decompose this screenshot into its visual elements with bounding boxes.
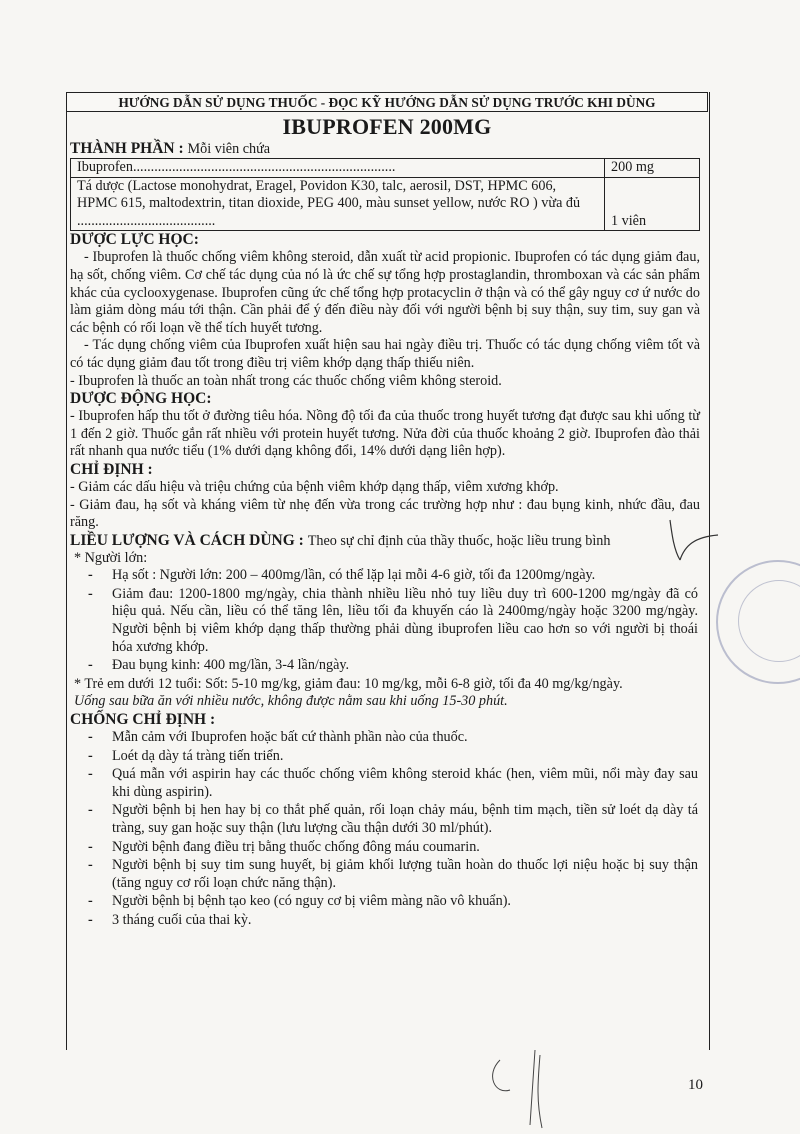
dosage-adult-label: * Người lớn: [74,549,148,566]
contraindications-heading: CHỐNG CHỈ ĐỊNH : [70,711,216,729]
dosage-heading-label: LIỀU LƯỢNG VÀ CÁCH DÙNG : [70,531,304,549]
list-item: - Người bệnh bị hen hay bị co thắt phế quản, rối loạn chảy máu, bệnh tim mạch, tiền sử loét dạ dày tá tràng, suy gan hoặc suy thận (lưu lượng cầu thận dưới 30 ml/phút). [66,802,698,837]
dosage-adult-list [66,567,708,675]
composition-item: Tá dược (Lactose monohydrat, Eragel, Povidon K30, talc, aerosil, DST, HPMC 606, HPMC 615, maltodextrin, titan dioxide, PEG 400, màu sunset yellow, nước RO ) vừa đủ ....................................... [71,177,605,231]
list-item: - Đau bụng kinh: 400 mg/lần, 3-4 lần/ngày. [66,657,698,675]
list-item: - Người bệnh bị bệnh tạo keo (có nguy cơ bị viêm màng não vô khuẩn). [66,893,698,911]
document-header: HƯỚNG DẪN SỬ DỤNG THUỐC - ĐỌC KỸ HƯỚNG DẪN SỬ DỤNG TRƯỚC KHI DÙNG [66,92,708,112]
dosage-child: * Trẻ em dưới 12 tuổi: Sốt: 5-10 mg/kg, giảm đau: 10 mg/kg, mỗi 6-8 giờ, tối đa 40 mg/kg/ngày. [74,675,623,692]
composition-item: Ibuprofen.......................................................................... [71,159,605,178]
handwritten-signature-mark [480,1040,590,1130]
composition-qty: 1 viên [605,177,700,231]
dosage-heading-note: Theo sự chỉ định của thầy thuốc, hoặc liều trung bình [307,532,611,549]
composition-heading [66,140,708,158]
indications-paragraph: - Giảm đau, hạ sốt và kháng viêm từ nhẹ đến vừa trong các trường hợp như : đau bụng kinh, nhức đầu, đau răng. [70,496,700,531]
list-item: - Người bệnh đang điều trị bằng thuốc chống đông máu coumarin. [66,839,698,857]
pharmacodynamics-paragraph: - Ibuprofen là thuốc an toàn nhất trong các thuốc chống viêm không steroid. [70,372,502,389]
list-item: - Người bệnh bị suy tim sung huyết, bị giảm khối lượng tuần hoàn do thuốc lợi niệu hoặc bị suy thận (tăng nguy cơ rối loạn chức năng thận). [66,857,698,892]
pharmacokinetics-paragraph: - Ibuprofen hấp thu tốt ở đường tiêu hóa. Nồng độ tối đa của thuốc trong huyết tương đạt được sau khi uống từ 1 đến 2 giờ. Thuốc gắn rất nhiều với protein huyết tương. Nửa đời của thuốc khoảng 2 giờ. Ibuprofen đào thải rất nhanh qua nước tiểu (1% dưới dạng không đổi, 14% dưới dạng liên hợp). [70,408,700,460]
handwritten-check-mark [650,515,720,575]
pharmacodynamics-heading: DƯỢC LỰC HỌC: [70,231,199,249]
list-item: - Giảm đau: 1200-1800 mg/ngày, chia thành nhiều liều nhỏ tuy liều duy trì 600-1200 mg/ngày đã có hiệu quả. Nếu cần, liều có thể tăng lên, liều tối đa khuyến cáo là 2400mg/ngày hoặc 3200 mg/ngày. Người bệnh bị viêm khớp dạng thấp thường phải dùng ibuprofen liều cao hơn so với người bị thoái hóa xương khớp. [66,586,698,656]
list-item: - Hạ sốt : Người lớn: 200 – 400mg/lần, có thể lặp lại mỗi 4-6 giờ, tối đa 1200mg/ngày. [66,567,698,585]
list-item: - 3 tháng cuối của thai kỳ. [66,912,698,930]
contraindications-list [66,729,708,930]
page-number: 10 [688,1077,703,1093]
list-item: - Loét dạ dày tá tràng tiến triển. [66,748,698,766]
pharmacokinetics-heading: DƯỢC ĐỘNG HỌC: [70,390,212,408]
dosage-heading [66,532,708,550]
dosage-note: Uống sau bữa ăn với nhiều nước, không được nằm sau khi uống 15-30 phút. [74,693,508,710]
pharmacodynamics-paragraph: - Ibuprofen là thuốc chống viêm không steroid, dẫn xuất từ acid propionic. Ibuprofen có tác dụng giảm đau, hạ sốt, chống viêm. Cơ chế tác dụng của nó là ức chế sự tổng hợp prostaglandin, thromboxan và các sản phẩm khác của cyclooxygenase. Ibuprofen cũng ức chế tổng hợp protacyclin ở thận và có thể gây nguy cơ ứ nước do làm giảm dòng máu tới thận. Cần phải để ý đến điều này đối với người bệnh bị suy thận, suy tim, suy gan và các bệnh có rối loạn về thể tích huyết tương. [70,249,700,336]
list-item: - Quá mẫn với aspirin hay các thuốc chống viêm không steroid khác (hen, viêm mũi, nổi mày đay sau khi dùng aspirin). [66,766,698,801]
composition-table [70,158,700,231]
list-item: - Mẫn cảm với Ibuprofen hoặc bất cứ thành phần nào của thuốc. [66,729,698,747]
composition-heading-label: THÀNH PHẦN : [70,140,184,157]
table-row [71,159,700,178]
drug-title: IBUPROFEN 200MG [282,114,492,139]
composition-heading-note: Mỗi viên chứa [187,141,271,157]
indications-heading: CHỈ ĐỊNH : [70,460,153,478]
indications-paragraph: - Giảm các dấu hiệu và triệu chứng của bệnh viêm khớp dạng thấp, viêm xương khớp. [70,478,559,495]
composition-qty: 200 mg [605,159,700,178]
document-body [66,114,708,931]
pharmacodynamics-paragraph: - Tác dụng chống viêm của Ibuprofen xuất hiện sau hai ngày điều trị. Thuốc có tác dụng chống viêm tốt và có tác dụng giảm đau tốt trong điều trị viêm khớp dạng thấp thiếu niên. [70,337,700,371]
table-row [71,177,700,231]
